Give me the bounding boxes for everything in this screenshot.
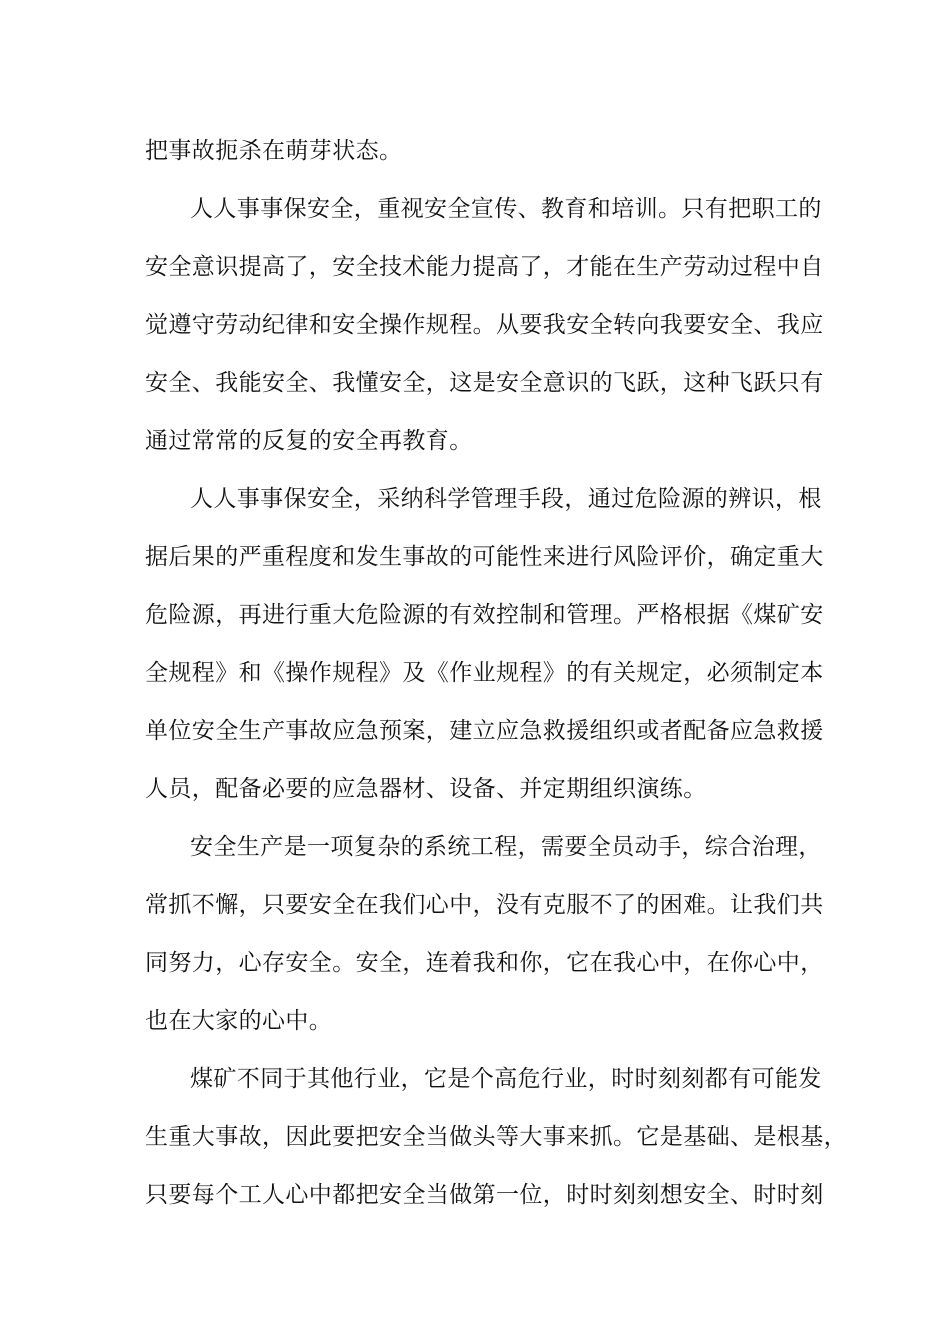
text-line: 安全意识提高了，安全技术能力提高了，才能在生产劳动过程中自 <box>145 254 824 280</box>
paragraph-first-line: 人人事事保安全，采纳科学管理手段，通过危险源的辨识，根 <box>190 486 822 512</box>
text-line: 单位安全生产事故应急预案，建立应急救援组织或者配备应急救援 <box>145 718 824 744</box>
text-line: 同努力，心存安全。安全，连着我和你，它在我心中，在你心中， <box>145 950 824 976</box>
text-line: 把事故扼杀在萌芽状态。 <box>145 138 403 164</box>
text-line: 安全、我能安全、我懂安全，这是安全意识的飞跃，这种飞跃只有 <box>145 370 824 396</box>
text-line: 全规程》和《操作规程》及《作业规程》的有关规定，必须制定本 <box>145 660 824 686</box>
text-line: 通过常常的反复的安全再教育。 <box>145 428 473 454</box>
text-line: 据后果的严重程度和发生事故的可能性来进行风险评价，确定重大 <box>145 544 824 570</box>
text-line: 常抓不懈，只要安全在我们心中，没有克服不了的困难。让我们共 <box>145 892 824 918</box>
paragraph-first-line: 人人事事保安全，重视安全宣传、教育和培训。只有把职工的 <box>190 196 822 222</box>
text-line: 也在大家的心中。 <box>145 1008 333 1034</box>
text-line: 生重大事故，因此要把安全当做头等大事来抓。它是基础、是根基， <box>145 1124 847 1150</box>
text-line: 危险源，再进行重大危险源的有效控制和管理。严格根据《煤矿安 <box>145 602 824 628</box>
paragraph-first-line: 安全生产是一项复杂的系统工程，需要全员动手，综合治理， <box>190 834 822 860</box>
text-line: 觉遵守劳动纪律和安全操作规程。从要我安全转向我要安全、我应 <box>145 312 824 338</box>
text-line: 只要每个工人心中都把安全当做第一位，时时刻刻想安全、时时刻 <box>145 1182 824 1208</box>
text-line: 人员，配备必要的应急器材、设备、并定期组织演练。 <box>145 776 707 802</box>
paragraph-first-line: 煤矿不同于其他行业，它是个高危行业，时时刻刻都有可能发 <box>190 1066 822 1092</box>
